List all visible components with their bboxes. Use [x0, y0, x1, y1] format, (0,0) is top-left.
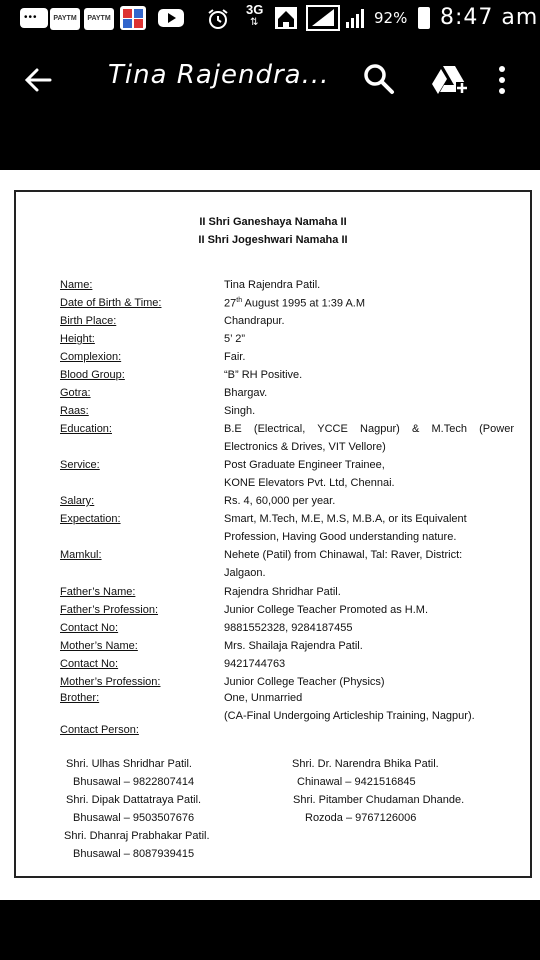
- field-value: 9881552328, 9284187455: [224, 622, 353, 634]
- field-label: Brother:: [60, 692, 100, 704]
- data-arrows-icon: ⇅: [250, 17, 259, 28]
- paytm-icon: PAYTM: [50, 8, 80, 30]
- alarm-icon: [206, 7, 230, 31]
- field-value-cont: Electronics & Drives, VIT Vellore): [224, 441, 386, 453]
- contact-name: Shri. Pitamber Chudaman Dhande.: [293, 794, 465, 806]
- contact-name: Shri. Dhanraj Prabhakar Patil.: [64, 830, 210, 842]
- signal-strength-icon: [344, 6, 368, 30]
- field-value: Post Graduate Engineer Trainee,: [224, 459, 385, 471]
- app-grid-icon: [120, 6, 146, 30]
- field-value: Junior College Teacher Promoted as H.M.: [224, 604, 429, 616]
- field-value: B.E (Electrical, YCCE Nagpur) & M.Tech (Power: [224, 423, 514, 435]
- battery-icon: [418, 7, 430, 29]
- contact-person-heading: Contact Person:: [60, 724, 139, 736]
- bottom-bar: [0, 900, 540, 960]
- field-label: Height:: [60, 333, 95, 345]
- field-value: One, Unmarried: [224, 692, 303, 704]
- field-value-cont: (CA-Final Undergoing Articleship Training, Nagpur).: [224, 710, 475, 722]
- field-value: Tina Rajendra Patil.: [224, 279, 321, 291]
- more-vert-icon[interactable]: [494, 64, 510, 96]
- field-value: Fair.: [224, 351, 246, 363]
- contact-name: Shri. Dr. Narendra Bhika Patil.: [292, 758, 439, 770]
- field-value: Smart, M.Tech, M.E, M.S, M.B.A, or its Equivalent: [224, 513, 467, 525]
- field-value: Bhargav.: [224, 387, 268, 399]
- field-value: Mrs. Shailaja Rajendra Patil.: [224, 640, 363, 652]
- field-value: Junior College Teacher (Physics): [224, 676, 385, 688]
- field-label: Education:: [60, 423, 112, 435]
- field-label: Father’s Profession:: [60, 604, 159, 616]
- field-value: 27th August 1995 at 1:39 A.M: [224, 297, 366, 310]
- field-value: Singh.: [224, 405, 256, 417]
- back-arrow-icon[interactable]: [22, 64, 54, 96]
- field-value-cont: Jalgaon.: [224, 567, 266, 579]
- document-title: Tina Rajendra...: [108, 60, 330, 90]
- network-type: 3G: [246, 2, 264, 17]
- field-label: Blood Group:: [60, 369, 125, 381]
- field-label: Contact No:: [60, 658, 119, 670]
- contact-phone: Bhusawal – 8087939415: [73, 848, 195, 860]
- drive-add-icon[interactable]: [432, 64, 468, 96]
- field-value: Rs. 4, 60,000 per year.: [224, 495, 336, 507]
- field-value: Nehete (Patil) from Chinawal, Tal: Raver, District:: [224, 549, 463, 561]
- field-label: Complexion:: [60, 351, 122, 363]
- contact-phone: Rozoda – 9767126006: [305, 812, 417, 824]
- contact-phone: Bhusawal – 9503507676: [73, 812, 195, 824]
- field-value: Chandrapur.: [224, 315, 285, 327]
- app-bar: [0, 36, 540, 170]
- field-label: Contact No:: [60, 622, 119, 634]
- status-bar: [0, 0, 540, 36]
- field-label: Father’s Name:: [60, 586, 136, 598]
- field-label: Birth Place:: [60, 315, 117, 327]
- paytm-icon: PAYTM: [84, 8, 114, 30]
- contact-name: Shri. Ulhas Shridhar Patil.: [66, 758, 192, 770]
- field-label: Service:: [60, 459, 100, 471]
- field-label: Salary:: [60, 495, 95, 507]
- field-label: Date of Birth & Time:: [60, 297, 162, 309]
- header-line-2: II Shri Jogeshwari Namaha II: [198, 234, 348, 246]
- field-value: 5’ 2”: [224, 333, 245, 345]
- battery-percent: 92%: [374, 9, 408, 27]
- field-label: Gotra:: [60, 387, 91, 399]
- field-value: “B” RH Positive.: [224, 369, 303, 381]
- field-label: Mother’s Name:: [60, 640, 138, 652]
- field-value: 9421744763: [224, 658, 286, 670]
- field-value-cont: KONE Elevators Pvt. Ltd, Chennai.: [224, 477, 395, 489]
- signal-icon: [306, 5, 340, 31]
- message-icon: •••: [20, 8, 48, 28]
- contact-name: Shri. Dipak Dattatraya Patil.: [66, 794, 202, 806]
- field-label: Expectation:: [60, 513, 121, 525]
- field-label: Mother’s Profession:: [60, 676, 161, 688]
- document-viewer[interactable]: [0, 170, 540, 900]
- field-label: Name:: [60, 279, 93, 291]
- document-page: [14, 190, 532, 878]
- field-label: Raas:: [60, 405, 89, 417]
- clock: 8:47 am: [440, 5, 539, 30]
- field-label: Mamkul:: [60, 549, 102, 561]
- field-value: Rajendra Shridhar Patil.: [224, 586, 341, 598]
- youtube-icon: [158, 9, 184, 27]
- header-line-1: II Shri Ganeshaya Namaha II: [199, 216, 347, 228]
- contact-phone: Chinawal – 9421516845: [297, 776, 416, 788]
- home-icon: [274, 6, 298, 30]
- field-value-cont: Profession, Having Good understanding nature.: [224, 531, 457, 543]
- search-icon[interactable]: [362, 62, 396, 96]
- contact-phone: Bhusawal – 9822807414: [73, 776, 195, 788]
